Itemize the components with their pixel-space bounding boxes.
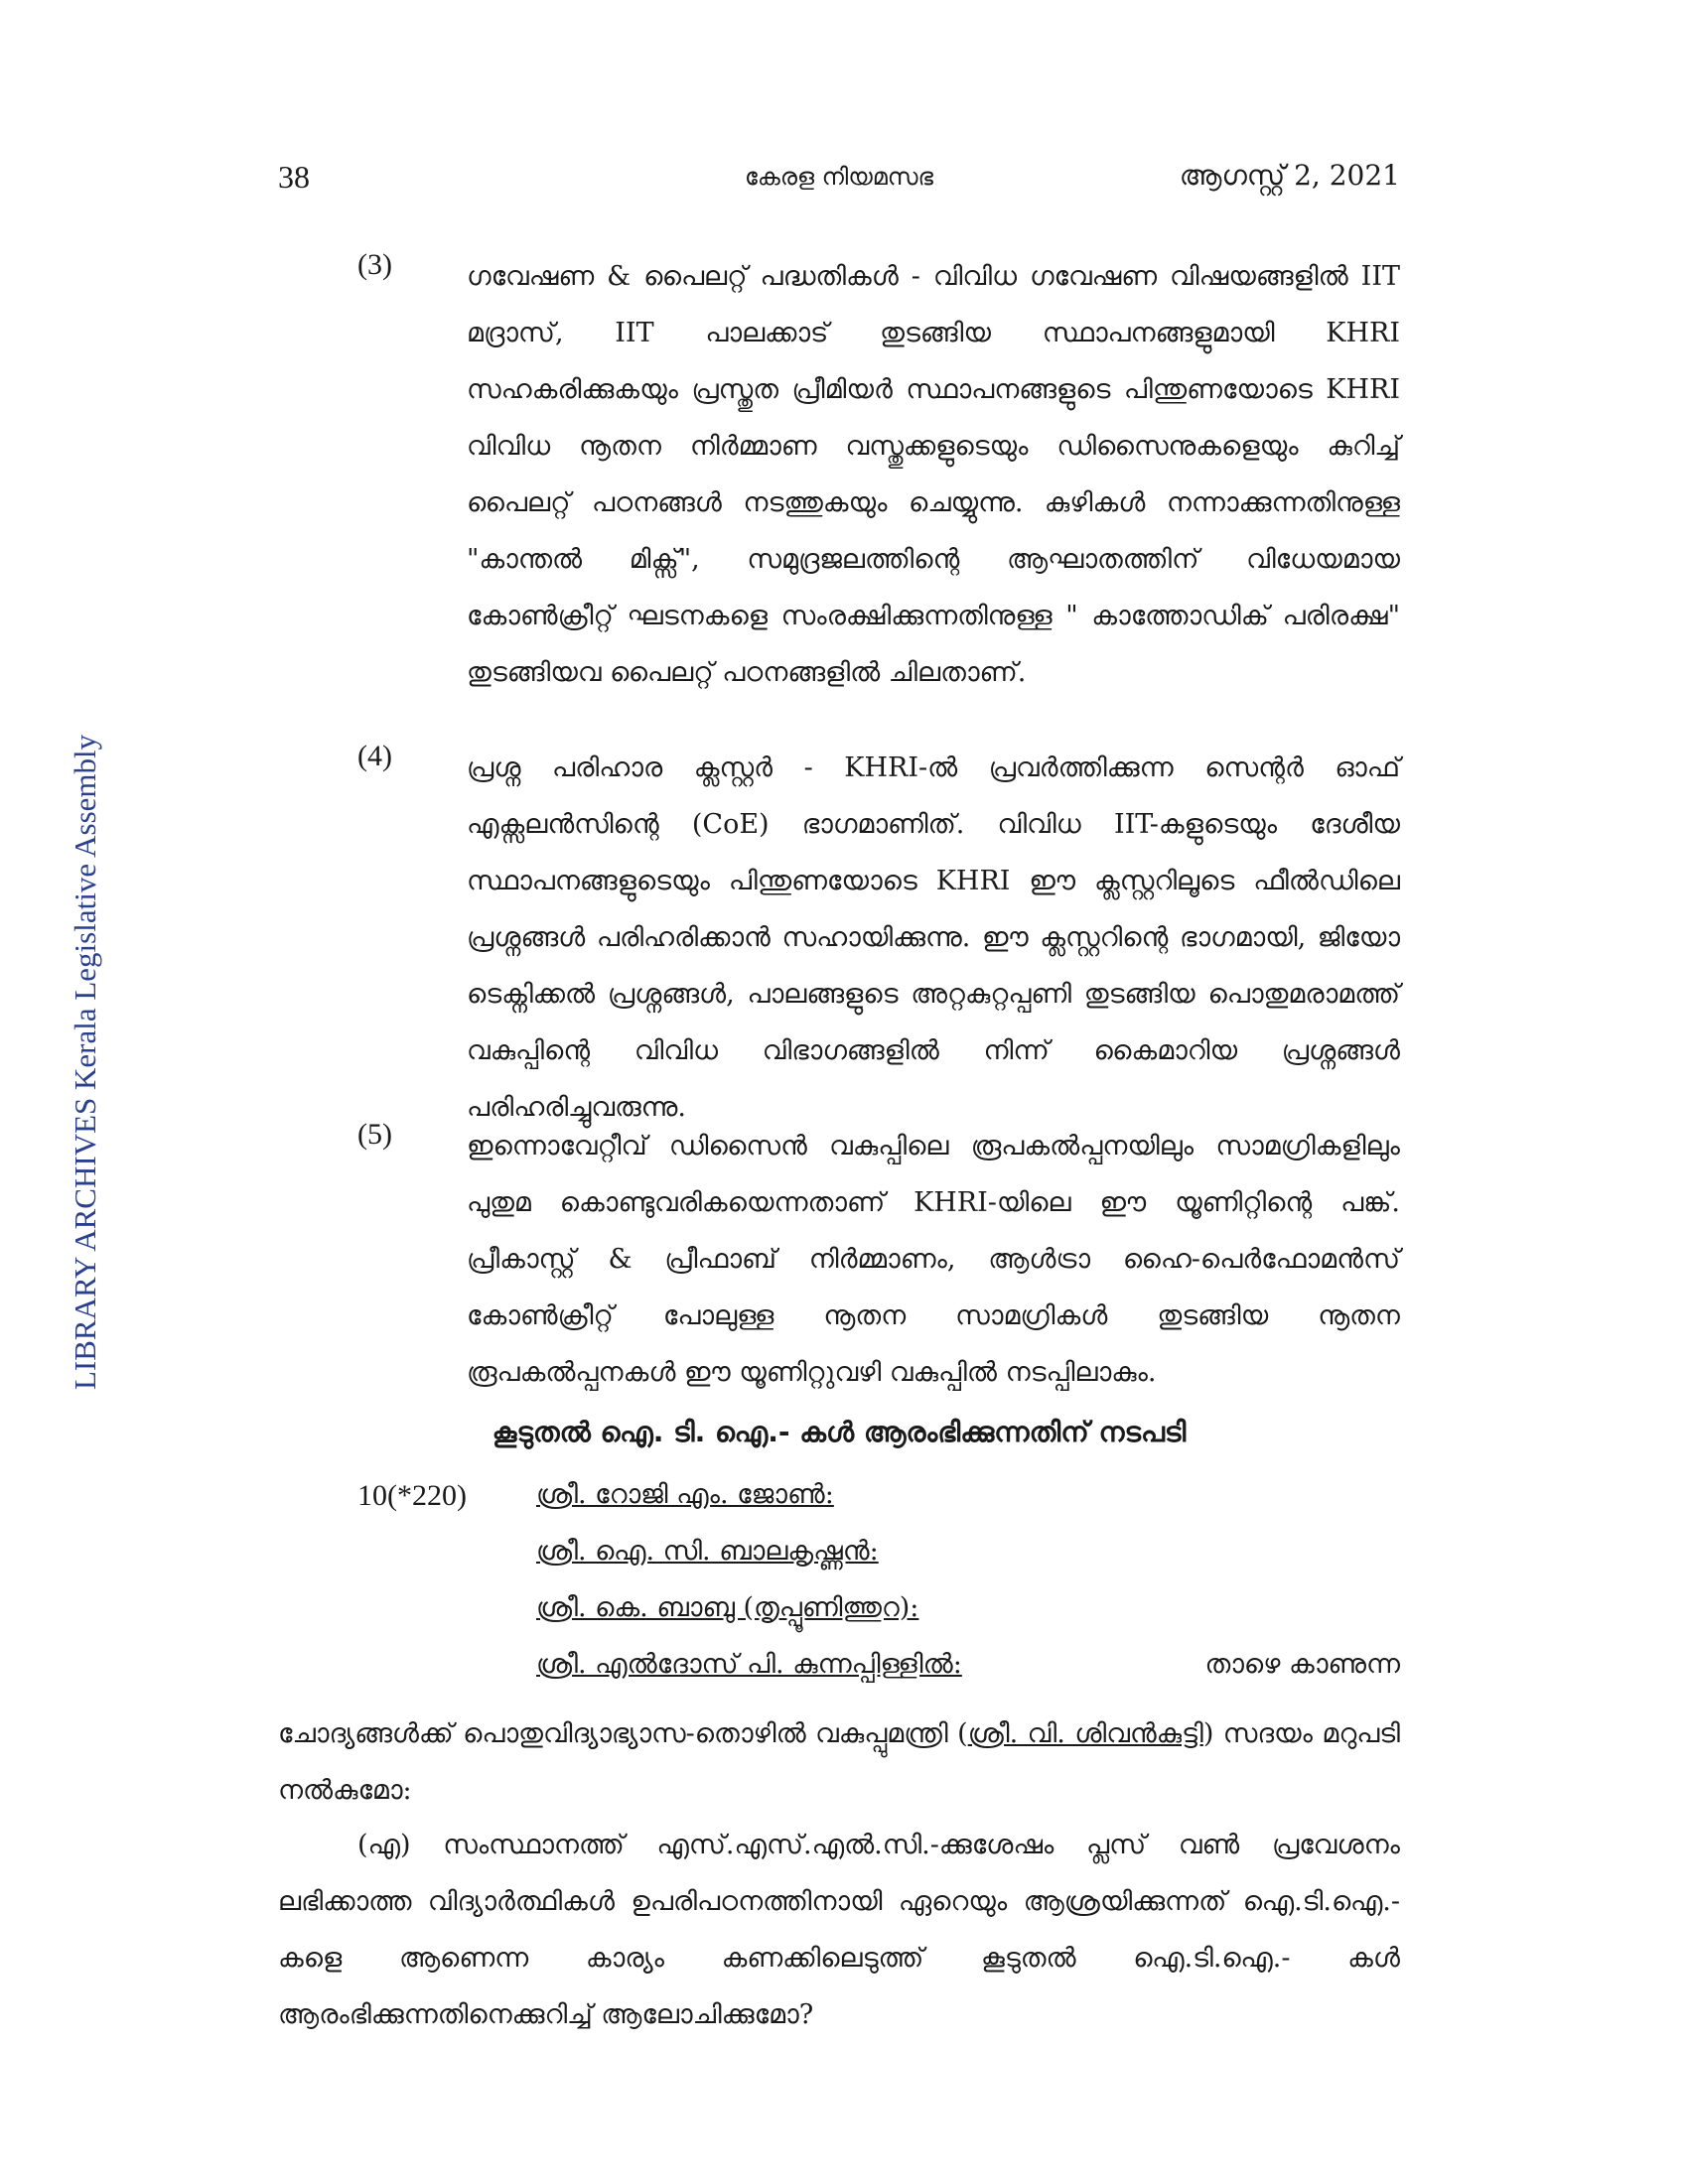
item-number: (3) [357,248,392,281]
continuation-text: ) സദയം മറുപടി നൽകുമോ: [278,1718,1400,1806]
continuation-text: ചോദ്യങ്ങൾക്ക് പൊതുവിദ്യാഭ്യാസ-തൊഴിൽ വകുപ്പുമന്ത്രി ( [278,1718,968,1749]
item-text: ഇന്നൊവേറ്റീവ് ഡിസൈൻ വകുപ്പിലെ രൂപകൽപ്പനയിലും സാമഗ്രികളിലും പുതുമ കൊണ്ടുവരികയെന്നതാണ് KHRI-യിലെ ഈ യൂണിറ്റിന്റെ പങ്ക്. പ്രീകാസ്റ്റ് & പ്രീഫാബ് നിർമ്മാണം, ആൾട്രാ ഹൈ-പെർഫോമൻസ് കോൺക്രീറ്റ് പോലുള്ള നൂതന സാമഗ്രികൾ തുടങ്ങിയ നൂതന രൂപകൽപ്പനകൾ ഈ യൂണിറ്റുവഴി വകുപ്പിൽ നടപ്പിലാകും. [467,1131,1400,1388]
intro-tail: താഴെ കാണുന്ന [1204,1649,1400,1680]
answer-item-4 [278,740,1400,1136]
item-text: പ്രശ്ന പരിഹാര ക്ലസ്റ്റർ - KHRI-ൽ പ്രവർത്തിക്കുന്ന സെന്റർ ഓഫ് എക്സലൻസിന്റെ (CoE) ഭാഗമാണിത്. വിവിധ IIT-കളുടെയും ദേശീയ സ്ഥാപനങ്ങളുടെയും പിന്തുണയോടെ KHRI ഈ ക്ലസ്റ്ററിലൂടെ ഫീൽഡിലെ പ്രശ്നങ്ങൾ പരിഹരിക്കാൻ സഹായിക്കുന്നു. ഈ ക്ലസ്റ്ററിന്റെ ഭാഗമായി, ജിയോ ടെക്നിക്കൽ പ്രശ്നങ്ങൾ, പാലങ്ങളുടെ അറ്റകുറ്റപ്പണി തുടങ്ങിയ പൊതുമരാമത്ത് വകുപ്പിന്റെ വിവിധ വിഭാഗങ്ങളിൽ നിന്ന് കൈമാറിയ പ്രശ്നങ്ങൾ പരിഹരിച്ചുവരുന്നു. [467,752,1400,1123]
member-name: ശ്രീ. റോജി എം. ജോൺ: [536,1479,834,1510]
header-title: കേരള നിയമസഭ [744,163,934,191]
question-heading: കൂടുതൽ ഐ. ടി. ഐ.- കൾ ആരംഭിക്കുന്നതിന് നടപടി [492,1416,1187,1448]
header-date: ആഗസ്റ്റ് 2, 2021 [1179,159,1400,192]
page-header [278,159,1400,199]
archive-watermark: LIBRARY ARCHIVES Kerala Legislative Assembly [68,734,102,1390]
member-name: ശ്രീ. ഐ. സി. ബാലകൃഷ്ണൻ: [536,1536,879,1567]
last-member-line [536,1649,1400,1681]
minister-name: ശ്രീ. വി. ശിവൻകുട്ടി [967,1718,1203,1749]
answer-item-3 [278,248,1400,701]
answer-item-5 [278,1118,1400,1401]
member-name: ശ്രീ. എൽദോസ് പി. കുന്നപ്പിള്ളിൽ: [536,1649,962,1680]
page-number: 38 [278,159,310,195]
item-number: (5) [357,1118,392,1151]
question-continuation [278,1706,1400,1819]
item-text: ഗവേഷണ & പൈലറ്റ് പദ്ധതികൾ - വിവിധ ഗവേഷണ വിഷയങ്ങളിൽ IIT മദ്രാസ്, IIT പാലക്കാട് തുടങ്ങിയ സ്ഥാപനങ്ങളുമായി KHRI സഹകരിക്കുകയും പ്രസ്തുത പ്രീമിയർ സ്ഥാപനങ്ങളുടെ പിന്തുണയോടെ KHRI വിവിധ നൂതന നിർമ്മാണ വസ്തുക്കളുടെയും ഡിസൈനുകളെയും കുറിച്ച് പൈലറ്റ് പഠനങ്ങൾ നടത്തുകയും ചെയ്യുന്നു. കുഴികൾ നന്നാക്കുന്നതിനുള്ള "കാന്തൽ മിക്സ്", സമുദ്രജലത്തിന്റെ ആഘാതത്തിന് വിധേയമായ കോൺക്രീറ്റ് ഘടനകളെ സംരക്ഷിക്കുന്നതിനുള്ള " കാത്തോഡിക് പരിരക്ഷ" തുടങ്ങിയവ പൈലറ്റ് പഠനങ്ങളിൽ ചിലതാണ്. [467,261,1400,688]
member-name: ശ്രീ. കെ. ബാബു (തൃപ്പൂണിത്തുറ): [536,1592,919,1623]
question-number: 10(*220) [357,1479,467,1512]
sub-question-a: (എ) സംസ്ഥാനത്ത് എസ്.എസ്.എൽ.സി.-ക്കുശേഷം പ്ലസ് വൺ പ്രവേശനം ലഭിക്കാത്ത വിദ്യാർത്ഥികൾ ഉപരിപഠനത്തിനായി ഏറെയും ആശ്രയിക്കുന്നത് ഐ.ടി.ഐ.-കളെ ആണെന്ന കാര്യം കണക്കിലെടുത്ത് കൂടുതൽ ഐ.ടി.ഐ.- കൾ ആരംഭിക്കുന്നതിനെക്കുറിച്ച് ആലോചിക്കുമോ? [278,1830,1400,2030]
item-number: (4) [357,740,392,772]
